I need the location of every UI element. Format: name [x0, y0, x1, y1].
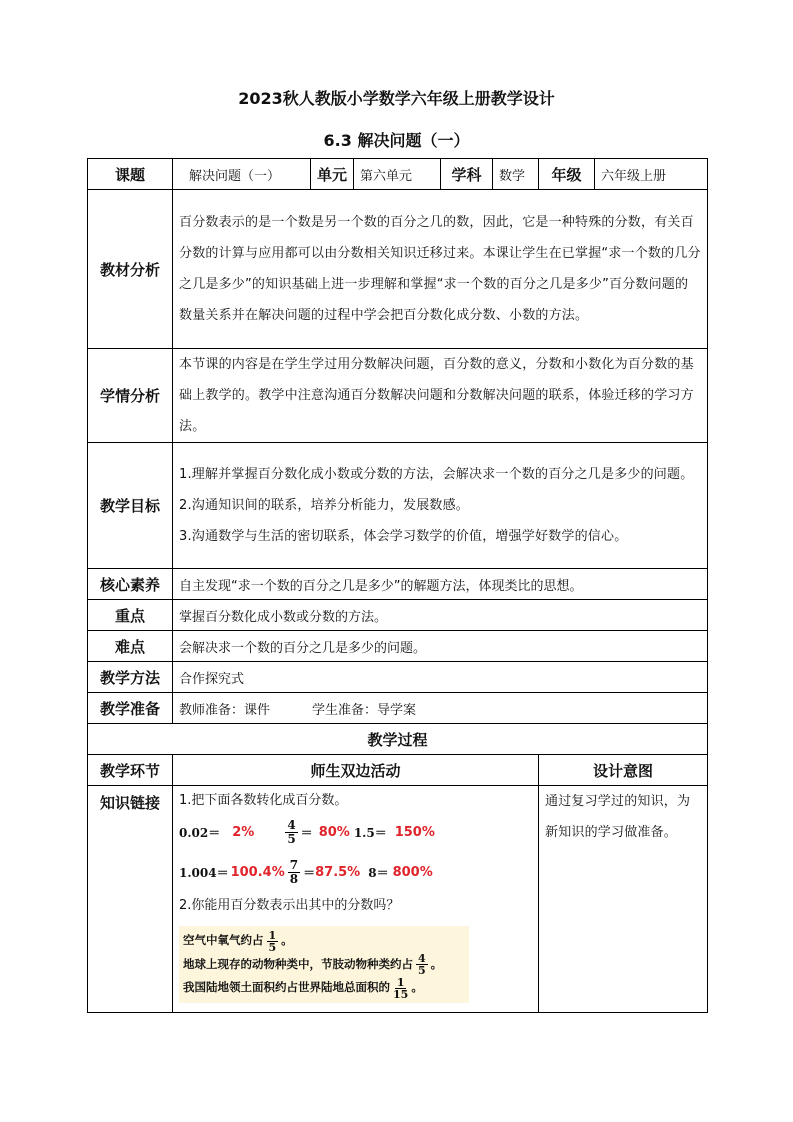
- material-label: 教材分析: [88, 190, 173, 349]
- goals-cell: [173, 443, 708, 569]
- student-label: 学情分析: [88, 349, 173, 443]
- excerpt-line: 我国陆地领土面积约占世界陆地总面积的 $\frac{1}{15}$ 。: [183, 975, 423, 1001]
- difficult-label: 难点: [88, 631, 173, 662]
- core-label: 核心素养: [88, 569, 173, 600]
- activity-column-header: 师生双边活动: [173, 755, 539, 786]
- excerpt-line: 空气中氧气约占 $\frac{1}{5}$ 。: [183, 928, 293, 954]
- expr-integer: 8＝: [368, 865, 389, 880]
- prep-cell: [173, 693, 708, 724]
- difficult-text: 会解决求一个数的百分之几是多少的问题。: [173, 631, 708, 662]
- expr-decimal: 1.5＝: [353, 825, 387, 840]
- excerpt-line: 地球上现存的动物种类中，节肢动物种类约占 $\frac{4}{5}$ 。: [183, 952, 443, 977]
- material-analysis-row: [88, 190, 708, 349]
- subject-value: 数学: [493, 159, 539, 190]
- unit-label: 单元: [311, 159, 354, 190]
- goal-item: 3.沟通数学与生活的密切联系，体会学习数学的价值，增强学好数学的信心。: [179, 529, 628, 544]
- key-label: 重点: [88, 600, 173, 631]
- process-header-row: [88, 755, 708, 786]
- equals-sign: ＝: [303, 865, 316, 880]
- method-label: 教学方法: [88, 662, 173, 693]
- core-text: 自主发现“求一个数的百分之几是多少”的解题方法，体现类比的思想。: [173, 569, 708, 600]
- process-title-row: [88, 724, 708, 755]
- fraction: $\frac{4}{5}$: [418, 952, 426, 977]
- expr-decimal: 1.004＝: [179, 865, 229, 880]
- preparation-row: [88, 693, 708, 724]
- core-literacy-row: [88, 569, 708, 600]
- stage-knowledge-link: 知识链接: [88, 786, 173, 1013]
- numerator: 4: [287, 817, 296, 832]
- answer: 2%: [232, 824, 255, 840]
- key-point-row: [88, 600, 708, 631]
- method-text: 合作探究式: [173, 662, 708, 693]
- goals-row: [88, 443, 708, 569]
- task-express-percent: 2.你能用百分数表示出其中的分数吗？: [179, 898, 400, 913]
- fraction: $\frac{1}{5}$: [268, 928, 277, 954]
- fraction: [285, 819, 297, 846]
- math-line-2: [179, 852, 532, 892]
- answer: 800%: [392, 864, 433, 880]
- process-title: 教学过程: [88, 724, 708, 755]
- fraction: $\frac{1}{15}$: [393, 975, 409, 1001]
- answer: 100.4%: [230, 864, 285, 880]
- intent-column-header: 设计意图: [539, 755, 708, 786]
- student-analysis-row: [88, 349, 708, 443]
- goal-item: 2.沟通知识间的联系，培养分析能力，发展数感。: [179, 498, 470, 513]
- lesson-subtitle: 6.3 解决问题（一）: [323, 131, 470, 150]
- intent-text: 通过复习学过的知识，为新知识的学习做准备。: [539, 786, 708, 1013]
- answer: 87.5%: [315, 864, 361, 880]
- prep-student: 学生准备：导学案: [312, 702, 417, 718]
- math-line-1: [179, 812, 532, 852]
- expr-decimal: 0.02＝: [179, 825, 221, 840]
- task-convert-percent: 1.把下面各数转化成百分数。: [179, 793, 348, 808]
- denominator: 5: [287, 831, 296, 846]
- goals-label: 教学目标: [88, 443, 173, 569]
- prep-label: 教学准备: [88, 693, 173, 724]
- student-text: 本节课的内容是在学生学过用分数解决问题，百分数的意义，分数和小数化为百分数的基础上教学的。教学中注意沟通百分数解决问题和分数解决问题的联系，体验迁移的学习方法。: [173, 349, 708, 443]
- topic-value: 解决问题（一）: [173, 159, 311, 190]
- denominator: 8: [289, 871, 299, 886]
- grade-value: 六年级上册: [595, 159, 708, 190]
- method-row: [88, 662, 708, 693]
- answer: 150%: [394, 824, 435, 840]
- numerator: 7: [289, 857, 299, 872]
- difficult-point-row: [88, 631, 708, 662]
- fraction: [288, 859, 300, 886]
- document-title: 2023秋人教版小学数学六年级上册教学设计: [238, 89, 555, 108]
- activity-cell: [173, 786, 539, 1013]
- unit-value: 第六单元: [354, 159, 441, 190]
- stage-column-header: 教学环节: [88, 755, 173, 786]
- header-row: [88, 159, 708, 190]
- subject-label: 学科: [441, 159, 493, 190]
- knowledge-link-row: [88, 786, 708, 1013]
- answer: 80%: [318, 824, 350, 840]
- goal-item: 1.理解并掌握百分数化成小数或分数的方法，会解决求一个数的百分之几是多少的问题。: [179, 467, 694, 482]
- material-text: 百分数表示的是一个数是另一个数的百分之几的数，因此，它是一种特殊的分数，有关百分数的计算与应用都可以由分数相关知识迁移过来。本课让学生在已掌握“求一个数的几分之几是多少”的知识基础上进一步理解和掌握“求一个数的百分之几是多少”百分数问题的数量关系并在解决问题的过程中学会把百分数化成分数、小数的方法。: [173, 190, 708, 349]
- equals-sign: ＝: [300, 825, 313, 840]
- textbook-excerpt-box: [179, 926, 469, 1003]
- key-text: 掌握百分数化成小数或分数的方法。: [173, 600, 708, 631]
- lesson-plan-table: [87, 158, 708, 1013]
- topic-label: 课题: [88, 159, 173, 190]
- prep-teacher: 教师准备：课件: [179, 702, 271, 718]
- grade-label: 年级: [539, 159, 595, 190]
